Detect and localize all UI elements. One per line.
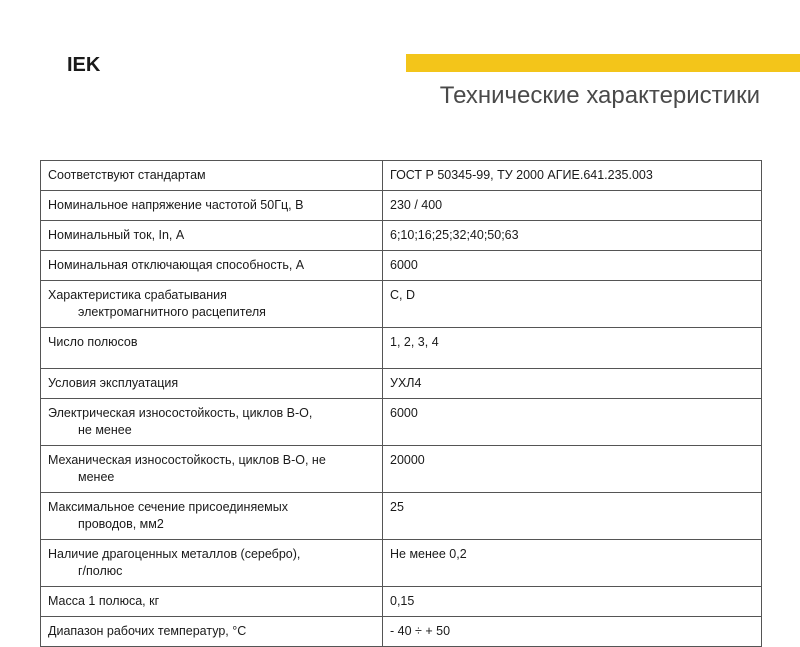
spec-parameter-line: Номинальная отключающая способность, А — [48, 258, 305, 272]
spec-parameter-line: Наличие драгоценных металлов (серебро), — [48, 547, 301, 561]
spec-parameter — [41, 221, 383, 251]
spec-parameter-line: Условия эксплуатация — [48, 376, 179, 390]
spec-value: C, D — [383, 281, 762, 328]
spec-parameter — [41, 281, 383, 328]
spec-value: 20000 — [383, 446, 762, 493]
spec-value: 230 / 400 — [383, 191, 762, 221]
page-title: Технические характеристики — [439, 82, 760, 109]
spec-parameter-continuation: г/полюс — [78, 564, 123, 578]
spec-parameter — [41, 587, 383, 617]
spec-row — [41, 191, 762, 221]
spec-row — [41, 251, 762, 281]
accent-bar — [406, 54, 800, 72]
spec-parameter — [41, 161, 383, 191]
spec-parameter-continuation: электромагнитного расцепителя — [78, 305, 266, 319]
spec-parameter-line: Электрическая износостойкость, циклов В-О, — [48, 406, 313, 420]
spec-parameter — [41, 446, 383, 493]
spec-parameter — [41, 251, 383, 281]
spec-parameter — [41, 493, 383, 540]
spec-parameter — [41, 540, 383, 587]
spec-row — [41, 587, 762, 617]
spec-parameter — [41, 191, 383, 221]
spec-row — [41, 540, 762, 587]
logo-text: IEK — [67, 54, 101, 76]
spec-parameter-line: Соответствуют стандартам — [48, 168, 206, 182]
spec-parameter-line: Механическая износостойкость, циклов В-О, не — [48, 453, 326, 467]
specs-table — [40, 160, 762, 647]
spec-row — [41, 161, 762, 191]
spec-value: 1, 2, 3, 4 — [383, 328, 762, 369]
spec-parameter-line: Максимальное сечение присоединяемых — [48, 500, 288, 514]
spec-value: 6000 — [383, 399, 762, 446]
spec-row — [41, 369, 762, 399]
spec-parameter — [41, 328, 383, 369]
spec-parameter-line: Диапазон рабочих температур, °С — [48, 624, 247, 638]
spec-parameter-continuation: не менее — [78, 423, 132, 437]
spec-value: - 40 ÷ + 50 — [383, 617, 762, 647]
spec-value: Не менее 0,2 — [383, 540, 762, 587]
spec-parameter-line: Номинальный ток, In, А — [48, 228, 185, 242]
spec-parameter-continuation: проводов, мм2 — [78, 517, 164, 531]
spec-row — [41, 281, 762, 328]
spec-row — [41, 493, 762, 540]
spec-row — [41, 328, 762, 369]
spec-parameter-line: Число полюсов — [48, 335, 138, 349]
spec-parameter-line: Масса 1 полюса, кг — [48, 594, 160, 608]
spec-parameter — [41, 617, 383, 647]
spec-row — [41, 446, 762, 493]
spec-parameter — [41, 399, 383, 446]
iek-logo — [67, 54, 100, 76]
spec-parameter-continuation: менее — [78, 470, 115, 484]
spec-value: 6;10;16;25;32;40;50;63 — [383, 221, 762, 251]
spec-row — [41, 617, 762, 647]
spec-row — [41, 221, 762, 251]
spec-row — [41, 399, 762, 446]
spec-parameter — [41, 369, 383, 399]
spec-value: 0,15 — [383, 587, 762, 617]
spec-value: ГОСТ Р 50345-99, ТУ 2000 АГИЕ.641.235.003 — [383, 161, 762, 191]
specs-table-body — [41, 161, 762, 647]
spec-value: 25 — [383, 493, 762, 540]
spec-parameter-line: Характеристика срабатывания — [48, 288, 227, 302]
spec-value: УХЛ4 — [383, 369, 762, 399]
spec-value: 6000 — [383, 251, 762, 281]
spec-parameter-line: Номинальное напряжение частотой 50Гц, В — [48, 198, 304, 212]
